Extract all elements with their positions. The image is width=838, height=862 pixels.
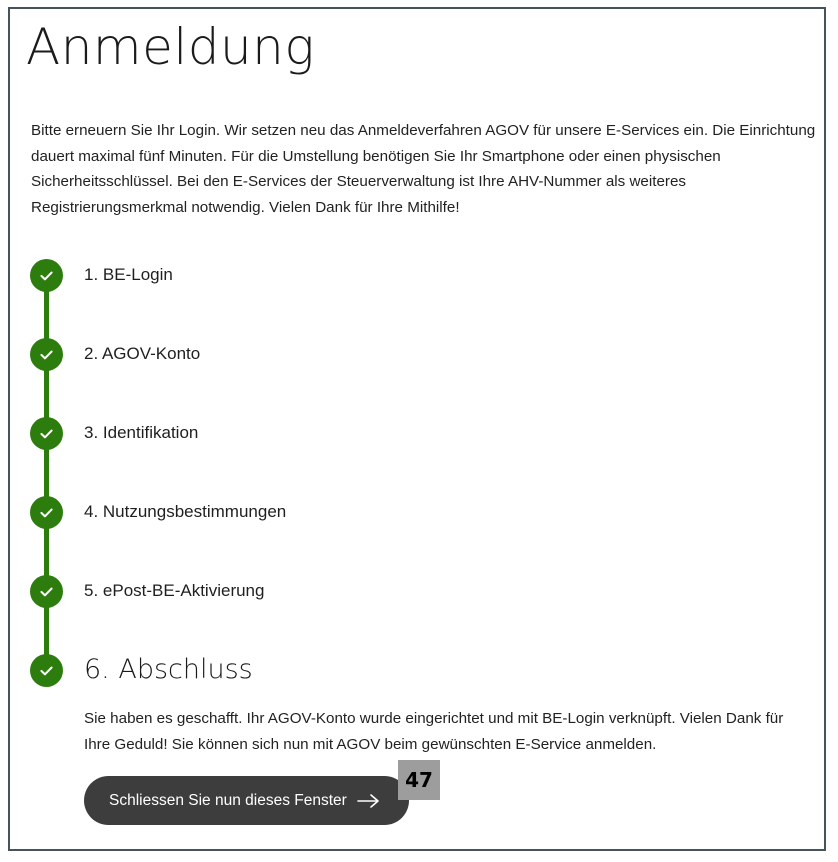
completion-text: Sie haben es geschafft. Ihr AGOV-Konto wurde eingerichtet und mit BE-Login verknüpft. Vielen Dank für Ihre Geduld! Sie können sich nun mit AGOV beim gewünschten E-Service anmelden.	[84, 710, 784, 753]
step-5-check-icon	[30, 575, 63, 608]
step-5-label: 5. ePost-BE-Aktivierung	[84, 581, 265, 600]
step-4-label: 4. Nutzungsbestimmungen	[84, 502, 287, 521]
arrow-right-icon	[357, 793, 381, 809]
step-6-title: 6. Abschluss	[84, 654, 253, 685]
step-6-check-icon	[30, 654, 63, 687]
step-3-label: 3. Identifikation	[84, 423, 199, 442]
step-4-check-icon	[30, 496, 63, 529]
page-title: Anmeldung	[26, 18, 315, 76]
step-2-label: 2. AGOV-Konto	[84, 344, 201, 363]
element-index-badge: 47	[398, 760, 440, 800]
step-1-label: 1. BE-Login	[84, 265, 173, 284]
intro-text: Bitte erneuern Sie Ihr Login. Wir setzen neu das Anmeldeverfahren AGOV für unsere E-Services ein. Die Einrichtung dauert maximal fünf Minuten. Für die Umstellung benötigen Sie Ihr Smartphone oder einen physischen Sicherheitsschlüssel. Bei den E-Services der Steuerverwaltung ist Ihre AHV-Nummer als weiteres Registrierungsmerkmal notwendig. Vielen Dank für Ihre Mithilfe!	[31, 122, 816, 217]
step-3-check-icon	[30, 417, 63, 450]
close-window-button[interactable]	[84, 776, 409, 825]
stepper-connector-line	[44, 276, 49, 669]
close-window-button-label: Schliessen Sie nun dieses Fenster	[109, 791, 347, 809]
step-1-check-icon	[30, 259, 63, 292]
step-2-check-icon	[30, 338, 63, 371]
